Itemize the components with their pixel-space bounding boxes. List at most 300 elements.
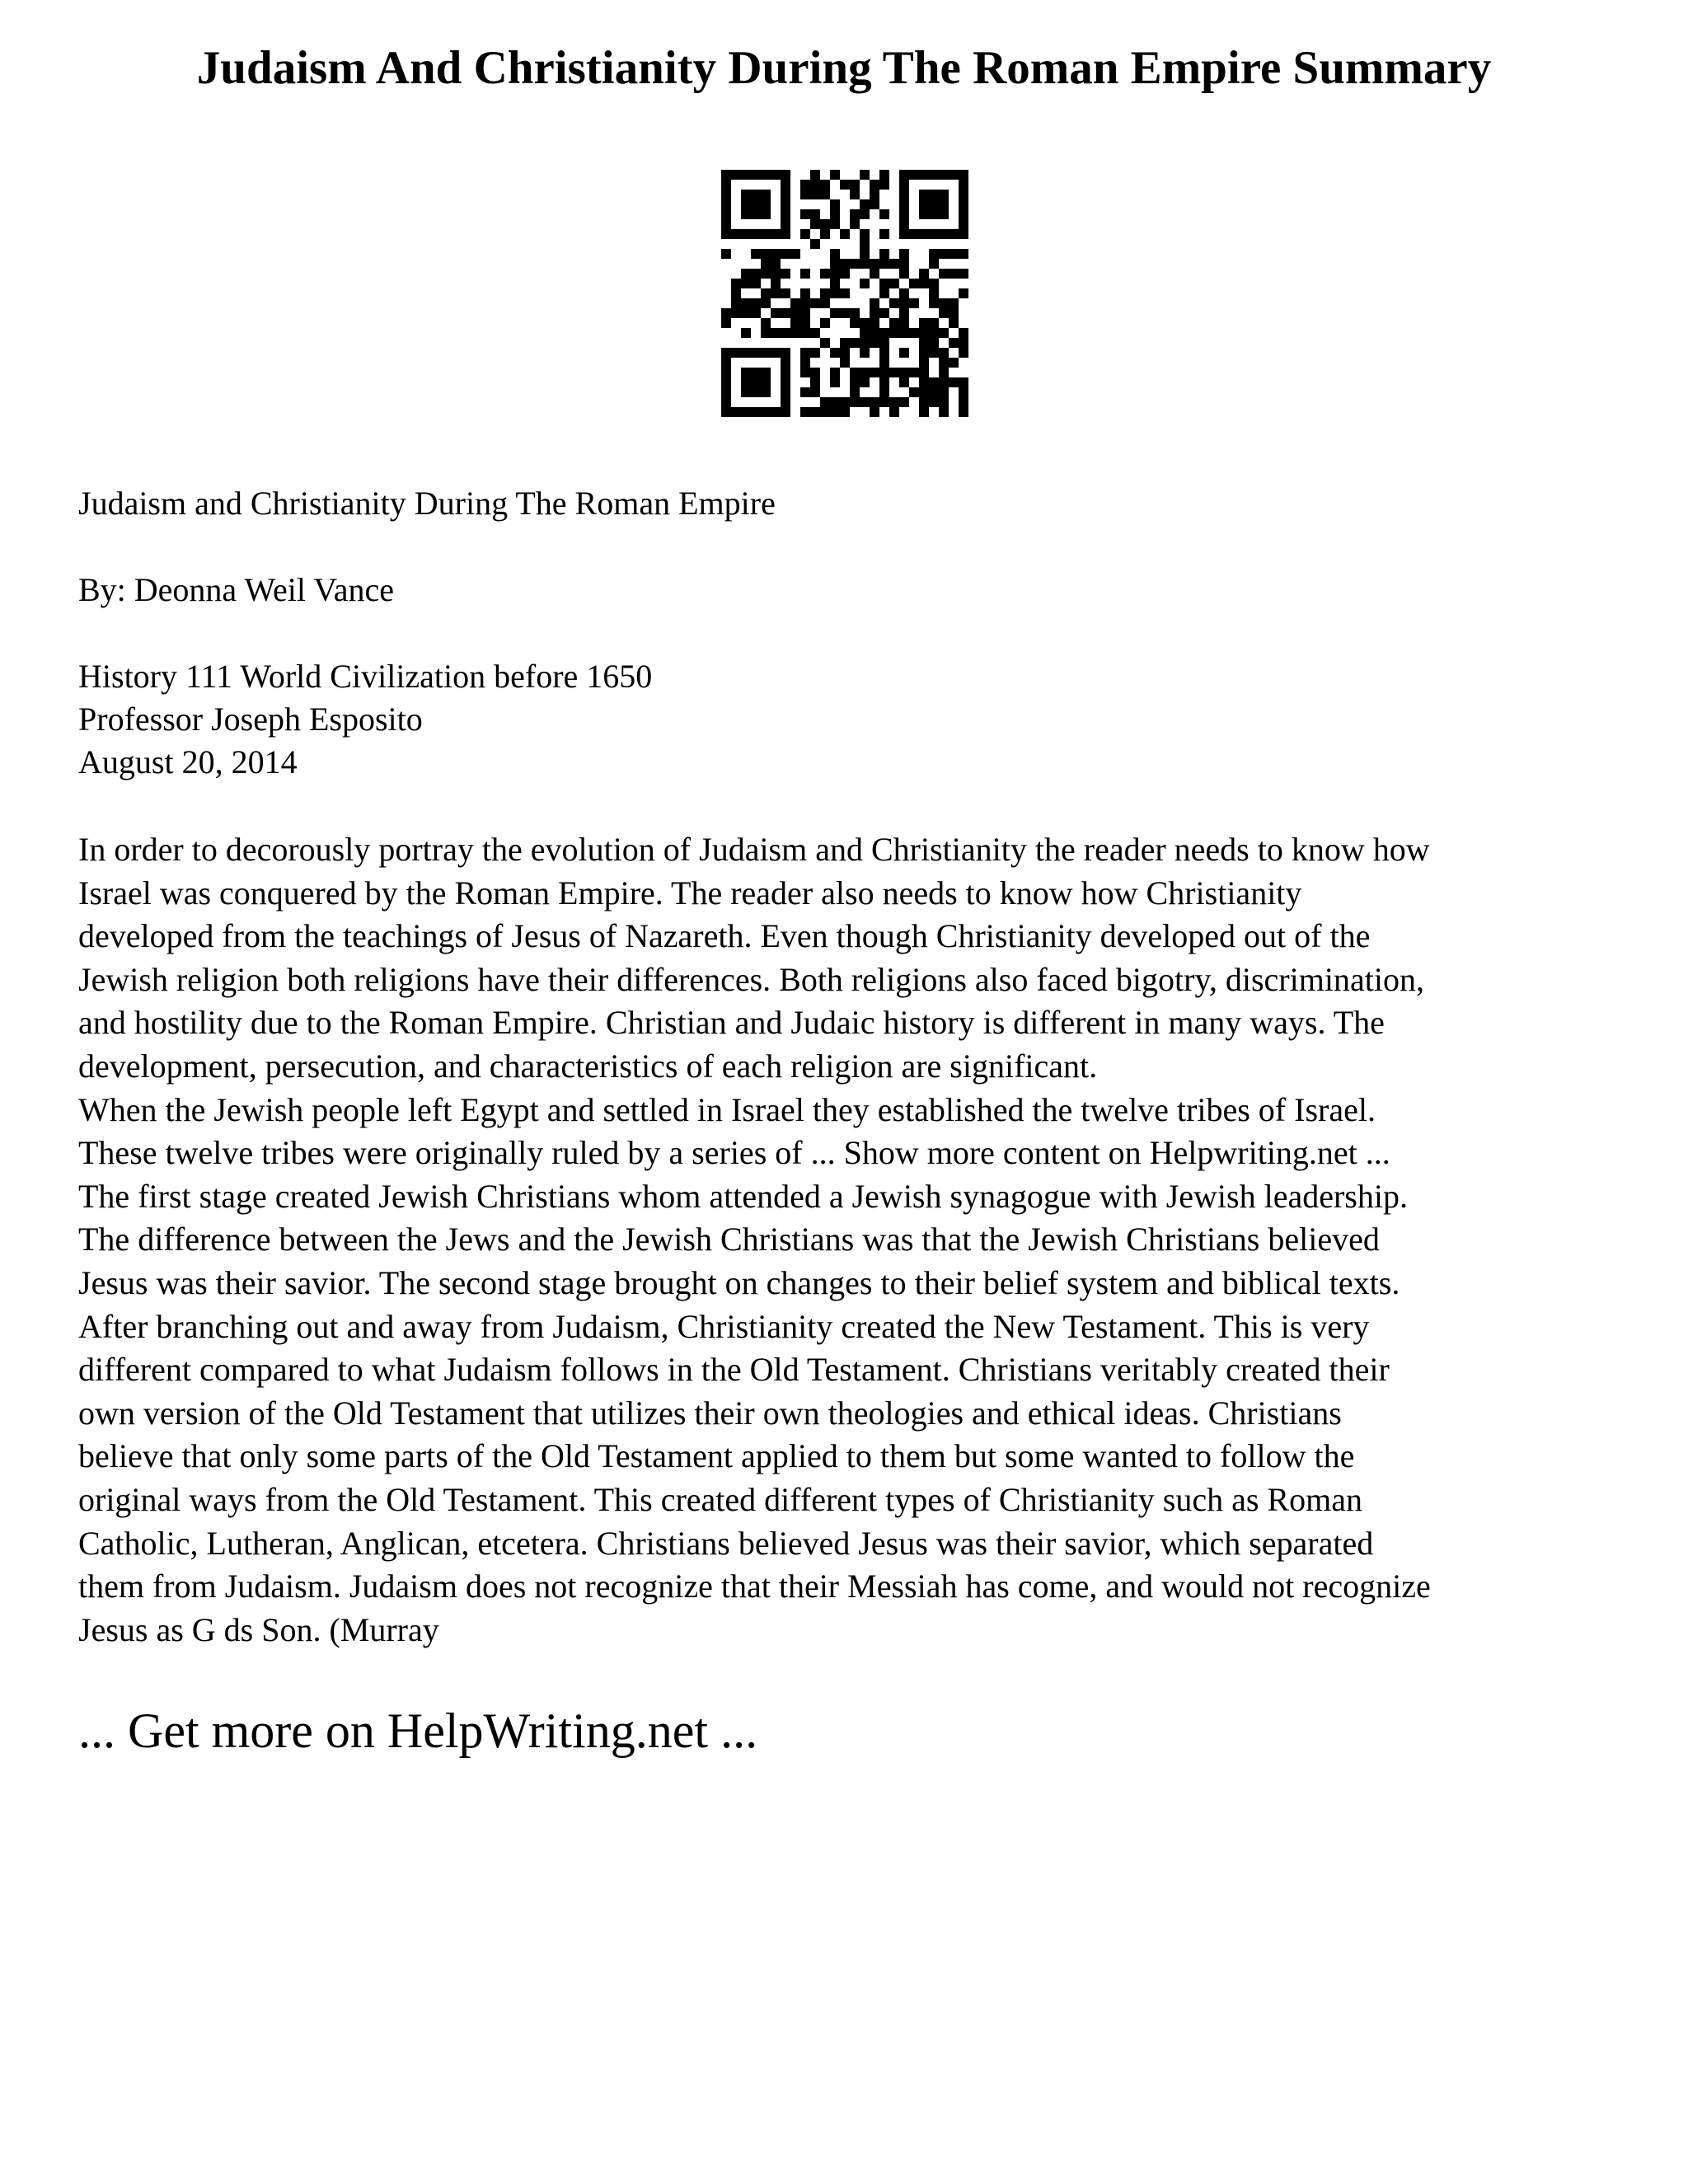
qr-module xyxy=(761,318,771,328)
qr-module xyxy=(929,259,939,269)
qr-module xyxy=(751,190,761,199)
qr-module xyxy=(929,229,939,239)
qr-module xyxy=(761,328,771,338)
qr-module xyxy=(939,348,949,358)
qr-module xyxy=(741,308,751,318)
qr-module xyxy=(800,298,810,308)
qr-module xyxy=(860,199,870,209)
qr-module xyxy=(810,368,820,377)
qr-module xyxy=(919,328,929,338)
qr-module xyxy=(830,368,840,377)
qr-module xyxy=(929,397,939,407)
qr-module xyxy=(879,358,889,368)
qr-module xyxy=(800,318,810,328)
qr-module xyxy=(860,328,870,338)
qr-module xyxy=(781,190,790,199)
qr-module xyxy=(761,269,771,279)
qr-module xyxy=(879,377,889,387)
qr-module xyxy=(741,199,751,209)
qr-module xyxy=(879,397,889,407)
qr-module xyxy=(959,328,968,338)
qr-module xyxy=(810,298,820,308)
essay-heading: Judaism and Christianity During The Roman Empire xyxy=(78,485,776,522)
qr-module xyxy=(840,308,850,318)
qr-module xyxy=(731,279,741,288)
qr-module xyxy=(959,269,968,279)
qr-module xyxy=(800,387,810,397)
qr-module xyxy=(889,368,899,377)
qr-module xyxy=(751,269,761,279)
qr-module xyxy=(751,308,761,318)
qr-module xyxy=(919,348,929,358)
qr-module xyxy=(830,199,840,209)
body-line: After branching out and away from Judaism, Christianity created the New Testament. This is very xyxy=(78,1307,1370,1345)
qr-module xyxy=(860,377,870,387)
qr-module xyxy=(929,348,939,358)
qr-module xyxy=(761,348,771,358)
qr-module xyxy=(850,180,860,190)
body-line: Catholic, Lutheran, Anglican, etcetera. Christians believed Jesus was their savior, which separated xyxy=(78,1524,1374,1562)
qr-module xyxy=(840,259,850,269)
qr-module xyxy=(879,387,889,397)
qr-module xyxy=(919,318,929,328)
qr-module xyxy=(781,308,790,318)
qr-module xyxy=(919,397,929,407)
qr-module xyxy=(899,170,909,180)
body-line: In order to decorously portray the evolution of Judaism and Christianity the reader needs to know how xyxy=(78,831,1430,868)
qr-module xyxy=(781,407,790,417)
qr-module xyxy=(949,308,959,318)
qr-module xyxy=(879,368,889,377)
qr-module xyxy=(959,288,968,298)
qr-module xyxy=(889,298,899,308)
qr-module xyxy=(929,288,939,298)
qr-module xyxy=(929,279,939,288)
qr-module xyxy=(741,377,751,387)
qr-module xyxy=(741,387,751,397)
qr-module xyxy=(929,328,939,338)
qr-module xyxy=(959,387,968,397)
qr-module xyxy=(810,387,820,397)
qr-module xyxy=(959,190,968,199)
qr-module xyxy=(879,279,889,288)
qr-module xyxy=(870,199,879,209)
qr-module xyxy=(771,348,781,358)
qr-module xyxy=(899,397,909,407)
body-line: Israel was conquered by the Roman Empire. The reader also needs to know how Christianity xyxy=(78,874,1302,912)
qr-module xyxy=(741,368,751,377)
qr-module xyxy=(899,288,909,298)
qr-module xyxy=(761,229,771,239)
qr-module xyxy=(840,407,850,417)
qr-module xyxy=(939,229,949,239)
qr-module xyxy=(959,407,968,417)
qr-module xyxy=(899,368,909,377)
qr-module xyxy=(879,209,889,219)
qr-module xyxy=(959,397,968,407)
qr-module xyxy=(830,377,840,387)
qr-module xyxy=(721,308,731,318)
qr-module xyxy=(899,190,909,199)
qr-module xyxy=(830,249,840,259)
qr-module xyxy=(771,279,781,288)
qr-module xyxy=(959,199,968,209)
qr-module xyxy=(919,338,929,348)
qr-module xyxy=(751,377,761,387)
qr-module xyxy=(919,170,929,180)
qr-module xyxy=(949,358,959,368)
qr-module xyxy=(721,358,731,368)
qr-module xyxy=(939,358,949,368)
qr-module xyxy=(820,318,830,328)
qr-module xyxy=(731,229,741,239)
qr-module xyxy=(820,219,830,229)
qr-module xyxy=(919,190,929,199)
qr-module xyxy=(840,229,850,239)
qr-module xyxy=(929,338,939,348)
qr-module xyxy=(879,338,889,348)
qr-module xyxy=(771,407,781,417)
qr-module xyxy=(879,170,889,180)
qr-module xyxy=(870,397,879,407)
qr-module xyxy=(899,249,909,259)
qr-module xyxy=(781,269,790,279)
qr-module xyxy=(751,209,761,219)
qr-module xyxy=(939,199,949,209)
qr-module xyxy=(820,397,830,407)
qr-module xyxy=(721,318,731,328)
qr-module xyxy=(959,377,968,387)
qr-module xyxy=(860,170,870,180)
qr-module xyxy=(850,259,860,269)
qr-module xyxy=(721,397,731,407)
body-line-with-link[interactable]: These twelve tribes were originally ruled by a series of ... Show more content on Helpwriting.net ... xyxy=(78,1134,1390,1172)
qr-module xyxy=(741,348,751,358)
qr-module xyxy=(761,249,771,259)
professor-line: Professor Joseph Esposito xyxy=(78,701,423,738)
document-title: Judaism And Christianity During The Roman Empire Summary xyxy=(196,42,1492,94)
qr-module xyxy=(850,377,860,387)
qr-module xyxy=(731,298,741,308)
qr-module xyxy=(899,328,909,338)
body-line: believe that only some parts of the Old Testament applied to them but some wanted to follow the xyxy=(78,1437,1355,1475)
qr-module xyxy=(870,407,879,417)
qr-module xyxy=(840,338,850,348)
qr-module xyxy=(790,328,800,338)
qr-module xyxy=(929,298,939,308)
qr-module xyxy=(959,229,968,239)
qr-module xyxy=(850,338,860,348)
qr-module xyxy=(731,348,741,358)
qr-module xyxy=(781,249,790,259)
qr-module xyxy=(731,288,741,298)
qr-module xyxy=(790,308,800,318)
qr-module xyxy=(721,407,731,417)
qr-module xyxy=(850,308,860,318)
qr-module xyxy=(810,219,820,229)
qr-module xyxy=(830,170,840,180)
body-line: own version of the Old Testament that utilizes their own theologies and ethical ideas. Christians xyxy=(78,1394,1342,1432)
qr-module xyxy=(781,387,790,397)
qr-module xyxy=(870,328,879,338)
qr-module xyxy=(909,279,919,288)
body-line: them from Judaism. Judaism does not recognize that their Messiah has come, and would not recognize xyxy=(78,1568,1431,1605)
qr-module xyxy=(870,368,879,377)
qr-module xyxy=(949,269,959,279)
qr-module xyxy=(939,397,949,407)
qr-module xyxy=(810,348,820,358)
qr-module xyxy=(820,190,830,199)
qr-module xyxy=(929,318,939,328)
qr-module xyxy=(899,199,909,209)
qr-module xyxy=(939,269,949,279)
qr-module xyxy=(771,259,781,269)
qr-module xyxy=(721,249,731,259)
qr-module xyxy=(850,318,860,328)
qr-module xyxy=(721,377,731,387)
body-line: original ways from the Old Testament. This created different types of Christianity such as Roman xyxy=(78,1480,1362,1518)
qr-module xyxy=(840,358,850,368)
qr-module xyxy=(889,259,899,269)
qr-module xyxy=(889,397,899,407)
qr-module xyxy=(830,269,840,279)
qr-module xyxy=(939,368,949,377)
qr-module xyxy=(820,180,830,190)
qr-module xyxy=(721,209,731,219)
qr-module xyxy=(721,387,731,397)
qr-module xyxy=(929,190,939,199)
qr-module xyxy=(860,318,870,328)
qr-module xyxy=(781,229,790,239)
qr-module xyxy=(761,209,771,219)
qr-module xyxy=(929,199,939,209)
qr-module xyxy=(939,298,949,308)
qr-module xyxy=(879,180,889,190)
qr-module xyxy=(721,199,731,209)
qr-module xyxy=(781,199,790,209)
qr-module xyxy=(810,377,820,387)
qr-module xyxy=(939,170,949,180)
qr-module xyxy=(781,209,790,219)
qr-module xyxy=(781,397,790,407)
qr-module xyxy=(771,269,781,279)
qr-module xyxy=(781,368,790,377)
qr-module xyxy=(761,259,771,269)
qr-module xyxy=(751,249,761,259)
qr-module xyxy=(721,229,731,239)
qr-module xyxy=(741,170,751,180)
qr-module xyxy=(810,407,820,417)
qr-module xyxy=(810,180,820,190)
qr-module xyxy=(959,249,968,259)
qr-module xyxy=(860,348,870,358)
qr-module xyxy=(919,387,929,397)
qr-module xyxy=(879,328,889,338)
qr-module xyxy=(721,170,731,180)
qr-module xyxy=(909,170,919,180)
qr-module xyxy=(741,269,751,279)
qr-module xyxy=(810,239,820,249)
qr-module xyxy=(929,387,939,397)
qr-module xyxy=(761,377,771,387)
qr-module xyxy=(870,269,879,279)
qr-module xyxy=(761,288,771,298)
qr-module xyxy=(929,377,939,387)
qr-module xyxy=(929,209,939,219)
body-line: development, persecution, and characteristics of each religion are significant. xyxy=(78,1047,1098,1085)
qr-module xyxy=(949,377,959,387)
qr-module xyxy=(761,170,771,180)
qr-module xyxy=(860,249,870,259)
qr-module xyxy=(731,407,741,417)
qr-module xyxy=(731,308,741,318)
qr-module xyxy=(731,170,741,180)
qr-module xyxy=(781,328,790,338)
qr-module xyxy=(899,180,909,190)
qr-module xyxy=(771,288,781,298)
qr-module xyxy=(810,190,820,199)
qr-module xyxy=(899,229,909,239)
qr-module xyxy=(939,377,949,387)
qr-module xyxy=(879,259,889,269)
qr-module xyxy=(751,387,761,397)
qr-module xyxy=(899,219,909,229)
qr-module xyxy=(899,318,909,328)
qr-module xyxy=(751,348,761,358)
qr-module xyxy=(949,229,959,239)
qr-module xyxy=(899,269,909,279)
qr-module xyxy=(751,170,761,180)
qr-module xyxy=(870,190,879,199)
body-line: Jesus as G ds Son. (Murray xyxy=(78,1610,439,1648)
qr-module xyxy=(800,229,810,239)
qr-module xyxy=(820,229,830,239)
qr-module xyxy=(939,387,949,397)
qr-module xyxy=(781,180,790,190)
course-line: History 111 World Civilization before 1650 xyxy=(78,658,653,695)
qr-module xyxy=(781,170,790,180)
qr-module xyxy=(870,259,879,269)
qr-module xyxy=(781,377,790,387)
qr-module xyxy=(751,407,761,417)
qr-module xyxy=(810,328,820,338)
qr-module xyxy=(860,397,870,407)
qr-module xyxy=(830,288,840,298)
body-line: different compared to what Judaism follows in the Old Testament. Christians veritably created their xyxy=(78,1351,1390,1389)
qr-module xyxy=(761,407,771,417)
qr-module xyxy=(800,368,810,377)
qr-module xyxy=(949,170,959,180)
body-line: and hostility due to the Roman Empire. Christian and Judaic history is different in many ways. The xyxy=(78,1004,1385,1042)
qr-module xyxy=(939,328,949,338)
qr-module xyxy=(830,279,840,288)
qr-module xyxy=(800,180,810,190)
qr-module xyxy=(830,407,840,417)
qr-module xyxy=(810,170,820,180)
qr-module xyxy=(840,348,850,358)
qr-module xyxy=(919,368,929,377)
qr-module xyxy=(879,229,889,239)
qr-module xyxy=(889,318,899,328)
qr-module xyxy=(879,249,889,259)
body-line: The first stage created Jewish Christians whom attended a Jewish synagogue with Jewish leadership. xyxy=(78,1177,1408,1215)
qr-module xyxy=(889,407,899,417)
qr-module xyxy=(800,190,810,199)
qr-module xyxy=(741,328,751,338)
qr-module xyxy=(781,219,790,229)
qr-module xyxy=(800,328,810,338)
qr-module xyxy=(850,368,860,377)
qr-module xyxy=(800,288,810,298)
qr-module xyxy=(771,328,781,338)
qr-module xyxy=(860,338,870,348)
qr-module xyxy=(959,219,968,229)
qr-module xyxy=(790,298,800,308)
qr-module xyxy=(860,239,870,249)
qr-module xyxy=(879,308,889,318)
qr-module xyxy=(889,279,899,288)
qr-module xyxy=(800,407,810,417)
qr-module xyxy=(899,259,909,269)
qr-module xyxy=(830,397,840,407)
date-line: August 20, 2014 xyxy=(78,743,298,780)
qr-module xyxy=(761,368,771,377)
body-line: developed from the teachings of Jesus of Nazareth. Even though Christianity developed out of the xyxy=(78,917,1371,955)
qr-module xyxy=(899,308,909,318)
qr-module xyxy=(949,249,959,259)
body-line: Jesus was their savior. The second stage brought on changes to their belief system and biblical texts. xyxy=(78,1263,1400,1301)
qr-module xyxy=(751,279,761,288)
qr-module xyxy=(820,338,830,348)
qr-module xyxy=(899,377,909,387)
qr-module xyxy=(800,209,810,219)
qr-module xyxy=(899,209,909,219)
essay-body xyxy=(78,828,1628,1652)
qr-module xyxy=(820,288,830,298)
qr-module xyxy=(860,209,870,219)
qr-module xyxy=(771,249,781,259)
qr-module xyxy=(771,170,781,180)
qr-module xyxy=(741,229,751,239)
qr-module xyxy=(761,387,771,397)
qr-module xyxy=(741,298,751,308)
qr-module xyxy=(919,269,929,279)
qr-module xyxy=(879,348,889,358)
qr-module xyxy=(840,180,850,190)
qr-module xyxy=(781,348,790,358)
qr-module xyxy=(751,368,761,377)
qr-module xyxy=(761,190,771,199)
qr-module xyxy=(889,328,899,338)
qr-module xyxy=(919,229,929,239)
qr-module xyxy=(810,209,820,219)
qr-module xyxy=(909,328,919,338)
qr-module xyxy=(771,229,781,239)
qr-module xyxy=(909,368,919,377)
qr-module xyxy=(949,298,959,308)
qr-module xyxy=(850,397,860,407)
qr-module xyxy=(939,209,949,219)
get-more-link[interactable]: ... Get more on HelpWriting.net ... xyxy=(78,1704,758,1758)
qr-module xyxy=(741,279,751,288)
qr-module xyxy=(830,308,840,318)
qr-module xyxy=(860,279,870,288)
qr-module xyxy=(721,219,731,229)
qr-module xyxy=(959,170,968,180)
qr-module xyxy=(761,298,771,308)
body-line: When the Jewish people left Egypt and settled in Israel they established the twelve tribes of Israel. xyxy=(78,1090,1376,1128)
qr-module xyxy=(860,368,870,377)
